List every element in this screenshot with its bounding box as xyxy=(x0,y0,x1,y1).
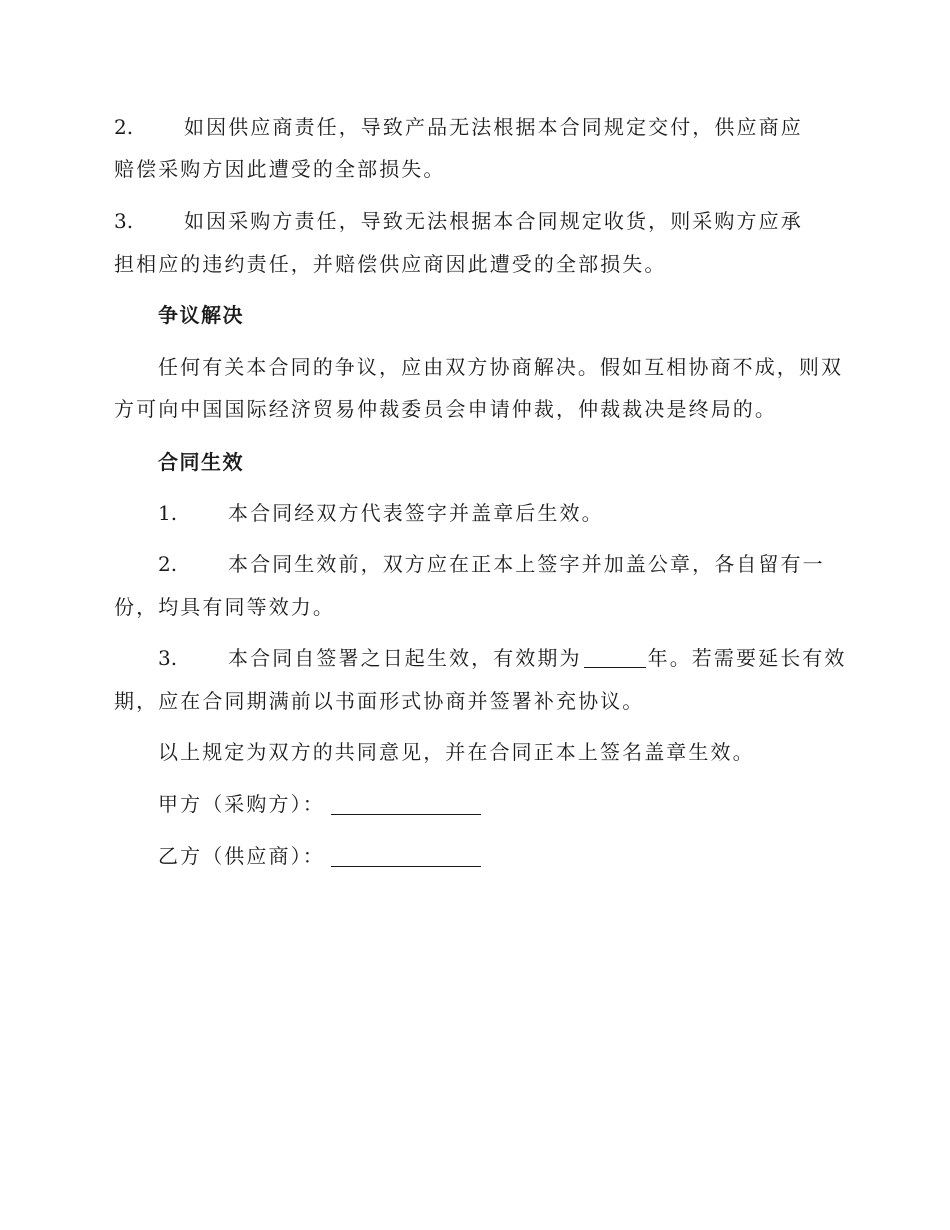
validity-years-blank[interactable] xyxy=(584,647,646,668)
clause-number: 3. xyxy=(158,646,178,670)
party-b-signature-line[interactable] xyxy=(331,846,481,867)
closing-statement: 以上规定为双方的共同意见，并在合同正本上签名盖章生效。 xyxy=(158,740,755,764)
clause-2-line-2: 赔偿采购方因此遭受的全部损失。 xyxy=(114,157,446,181)
clause-number: 2. xyxy=(158,552,178,576)
clause-3-line-1 xyxy=(114,207,834,235)
clause-text: 如因采购方责任，导致无法根据本合同规定收货，则采购方应承 xyxy=(184,209,803,233)
clause-text-post: 年。若需要延长有效 xyxy=(647,646,847,670)
clause-text: 如因供应商责任，导致产品无法根据本合同规定交付，供应商应 xyxy=(184,115,803,139)
effect-clause-3-line-1 xyxy=(114,644,878,672)
clause-2-line-1 xyxy=(114,113,834,141)
effect-clause-1 xyxy=(114,499,878,527)
party-a-signature xyxy=(114,790,878,818)
clause-text: 本合同生效前，双方应在正本上签字并加盖公章，各自留有一 xyxy=(228,552,825,576)
clause-number: 3. xyxy=(114,209,134,233)
clause-text-pre: 本合同自签署之日起生效，有效期为 xyxy=(228,646,582,670)
effect-clause-3-line-2: 期，应在合同期满前以书面形式协商并签署补充协议。 xyxy=(114,689,645,713)
party-a-signature-line[interactable] xyxy=(331,794,481,815)
clause-text: 本合同经双方代表签字并盖章后生效。 xyxy=(228,501,604,525)
party-b-signature xyxy=(114,842,878,870)
effect-heading: 合同生效 xyxy=(158,450,244,474)
clause-number: 2. xyxy=(114,115,134,139)
clause-number: 1. xyxy=(158,501,178,525)
dispute-line-2: 方可向中国国际经济贸易仲裁委员会申请仲裁，仲裁裁决是终局的。 xyxy=(114,397,777,421)
dispute-heading: 争议解决 xyxy=(158,303,244,327)
party-a-label: 甲方（采购方）： xyxy=(158,792,325,816)
effect-clause-2-line-1 xyxy=(114,550,878,578)
party-b-label: 乙方（供应商）： xyxy=(158,844,325,868)
effect-clause-2-line-2: 份，均具有同等效力。 xyxy=(114,595,335,619)
clause-3-line-2: 担相应的违约责任，并赔偿供应商因此遭受的全部损失。 xyxy=(114,252,667,276)
dispute-line-1: 任何有关本合同的争议，应由双方协商解决。假如互相协商不成，则双 xyxy=(158,355,844,379)
